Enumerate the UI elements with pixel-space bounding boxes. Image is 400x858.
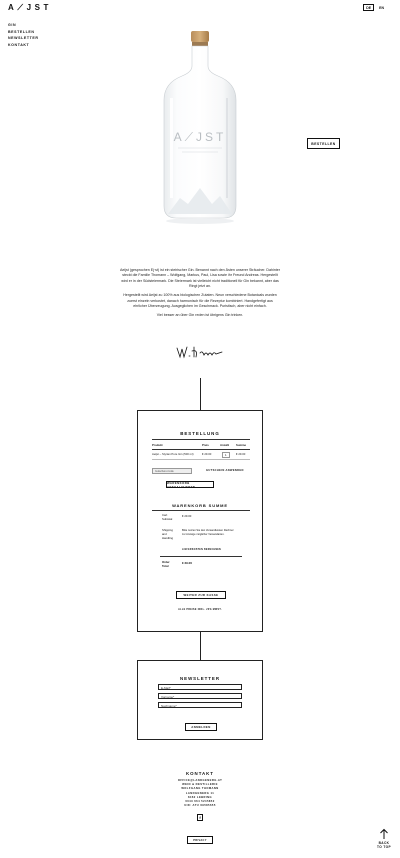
product-price: € 29.00 xyxy=(202,452,212,456)
cart-totals-title: WARENKORB SUMME xyxy=(172,503,228,508)
contact-line: LANDGENERG 11 xyxy=(185,791,215,795)
order-card xyxy=(137,410,263,632)
about-text xyxy=(120,268,280,322)
checkout-button[interactable]: WEITER ZUR KASSE xyxy=(176,591,226,599)
nav-item-gin[interactable]: GIN xyxy=(8,23,17,27)
about-paragraph: Aeijst (gesprochen Ej·st) ist ein steirischer Gin. Benannt nach den Ästen unserer Sträucher. Dahinter steckt die Familie Thomann – Wolfgang, Markus, Paul, Lisa sowie ihr Freund Andreas. Hergestellt wird er in der Südsteiermark. Die Steiermark ist vielleicht nicht traditionell für Gin bekannt, aber das Ringt jetzt an. xyxy=(120,268,281,289)
column-header: Preis xyxy=(202,443,209,447)
contact-line: WEIN & DESTILLERIE xyxy=(182,783,218,787)
order-title: BESTELLUNG xyxy=(180,431,220,436)
quantity-input[interactable]: 1 xyxy=(222,452,230,458)
language-switcher xyxy=(363,4,386,11)
connector-line xyxy=(200,378,201,410)
about-paragraph: Viel besser an über Gin reden ist übrigens Gin trinken. xyxy=(156,312,244,317)
row-sum: € 29.00 xyxy=(236,452,246,456)
lang-de[interactable]: DE xyxy=(363,4,374,11)
back-to-top-label: BACK xyxy=(378,841,390,845)
contact-details xyxy=(140,779,260,808)
column-header: Anzahl xyxy=(220,443,230,447)
order-total-label: Order Total xyxy=(162,560,170,568)
signature xyxy=(174,345,226,359)
divider xyxy=(152,510,250,511)
contact-line: UID: ATU 69585655 xyxy=(184,804,216,808)
newsletter-title: NEWSLETTER xyxy=(180,676,220,681)
column-header: Produkt xyxy=(152,443,163,447)
shipping-text: Bitte nutzen Sie den Versandkosten Rechner zur Anzeige möglicher Versandarten. xyxy=(182,529,234,536)
contact-line: WOLFGANG THOMANN xyxy=(181,787,219,791)
bottle-label: A⟋JST xyxy=(173,130,227,144)
update-cart-button[interactable]: WARENKORB AKTUALISIEREN xyxy=(166,481,214,488)
brand-logo[interactable]: A⟋JST xyxy=(8,3,53,12)
column-header: Summe xyxy=(236,443,247,447)
coupon-input[interactable]: Gutschein-Code xyxy=(152,468,192,474)
firstname-field[interactable]: Vorname* xyxy=(158,693,242,699)
divider xyxy=(152,459,250,460)
divider xyxy=(152,439,250,440)
lang-en[interactable]: EN xyxy=(379,5,384,10)
subtotal-value: € 29.00 xyxy=(182,514,192,518)
contact-phone[interactable]: 0043 664 5245852 xyxy=(185,800,215,804)
product-name[interactable]: Aeijst – Styrian Pure Gin (500 ml) xyxy=(152,452,194,456)
shipping-label: Shipping and Handling xyxy=(162,528,174,540)
nav-item-kontakt[interactable]: KONTAKT xyxy=(8,42,30,47)
order-total-value: € 29.00 xyxy=(182,561,193,565)
about-paragraph: Hergestellt wird Aeijst zu 100% aus biologischen Zutaten. Neun verschiedene Botanicals wurden zuerst einzeln verkostet, danach harmonisch für die Rezeptur kombiniert. Handgefertigt aus ehrlicher Überzeugung. Ausgeglichen im Geschmack. Puristisch, aber nicht einfach. xyxy=(123,293,277,308)
coupon-apply-button[interactable]: GUTSCHEIN ANWENDEN xyxy=(206,469,244,472)
subtotal-label: Cart Subtotal xyxy=(162,513,173,521)
nav-item-newsletter[interactable]: NEWSLETTER xyxy=(8,36,39,41)
back-to-top-label: TO TOP xyxy=(376,845,392,849)
lastname-field[interactable]: Nachname* xyxy=(158,702,242,708)
gin-bottle-image xyxy=(150,28,250,228)
back-to-top-button[interactable] xyxy=(374,828,394,849)
contact-title: KONTAKT xyxy=(186,771,214,776)
order-button[interactable]: BESTELLEN xyxy=(307,138,340,149)
newsletter-card xyxy=(137,660,263,740)
divider xyxy=(152,449,250,450)
facebook-icon[interactable]: f xyxy=(197,814,203,821)
contact-line: 8462 LEBRING xyxy=(187,795,212,799)
table-row xyxy=(152,452,250,458)
shipping-calc-link[interactable]: LIEFERKOSTEN BERECHNEN xyxy=(182,549,221,551)
email-field[interactable]: E-Mail* xyxy=(158,684,242,690)
privacy-button[interactable]: PRIVACY xyxy=(187,836,213,844)
main-nav xyxy=(8,22,39,48)
nav-item-bestellen[interactable]: BESTELLEN xyxy=(8,29,35,34)
contact-email[interactable]: OFFICE@LANDGENERG.AT xyxy=(177,779,223,782)
divider xyxy=(160,556,242,557)
connector-line xyxy=(200,632,201,660)
vat-note: ALLE PREISE INKL. 20% MWST. xyxy=(178,609,222,611)
arrow-up-icon xyxy=(379,828,389,840)
subscribe-button[interactable]: ANMELDEN xyxy=(185,723,217,731)
